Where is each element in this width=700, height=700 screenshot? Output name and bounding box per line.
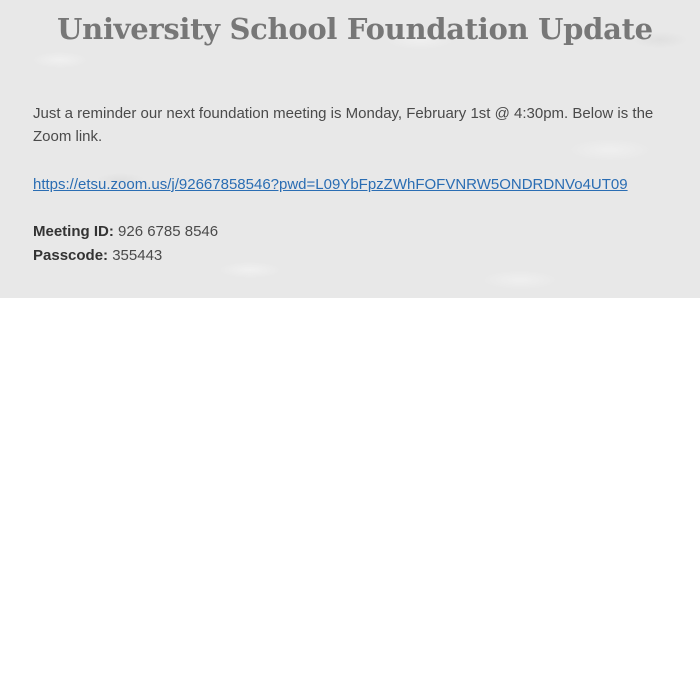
- email-body-text: Just a reminder our next foundation meeting is Monday, February 1st @ 4:30pm. Below is the Zoom link.: [33, 105, 654, 145]
- meeting-id-label: Meeting ID:: [33, 223, 114, 240]
- passcode-label: Passcode:: [33, 247, 109, 264]
- meeting-id-row: [33, 220, 218, 244]
- meeting-id-value: 926 6785 8546: [118, 223, 219, 240]
- passcode-value: 355443: [112, 247, 163, 264]
- passcode-row: [33, 244, 218, 268]
- email-update-card: [0, 0, 700, 298]
- email-headline: University School Foundation Update: [57, 12, 653, 46]
- zoom-meeting-link[interactable]: https://etsu.zoom.us/j/92667858546?pwd=L09YbFpzZWhFOFVNRW5ONDRDNVo4UT09: [33, 176, 628, 193]
- meeting-info: [33, 220, 218, 268]
